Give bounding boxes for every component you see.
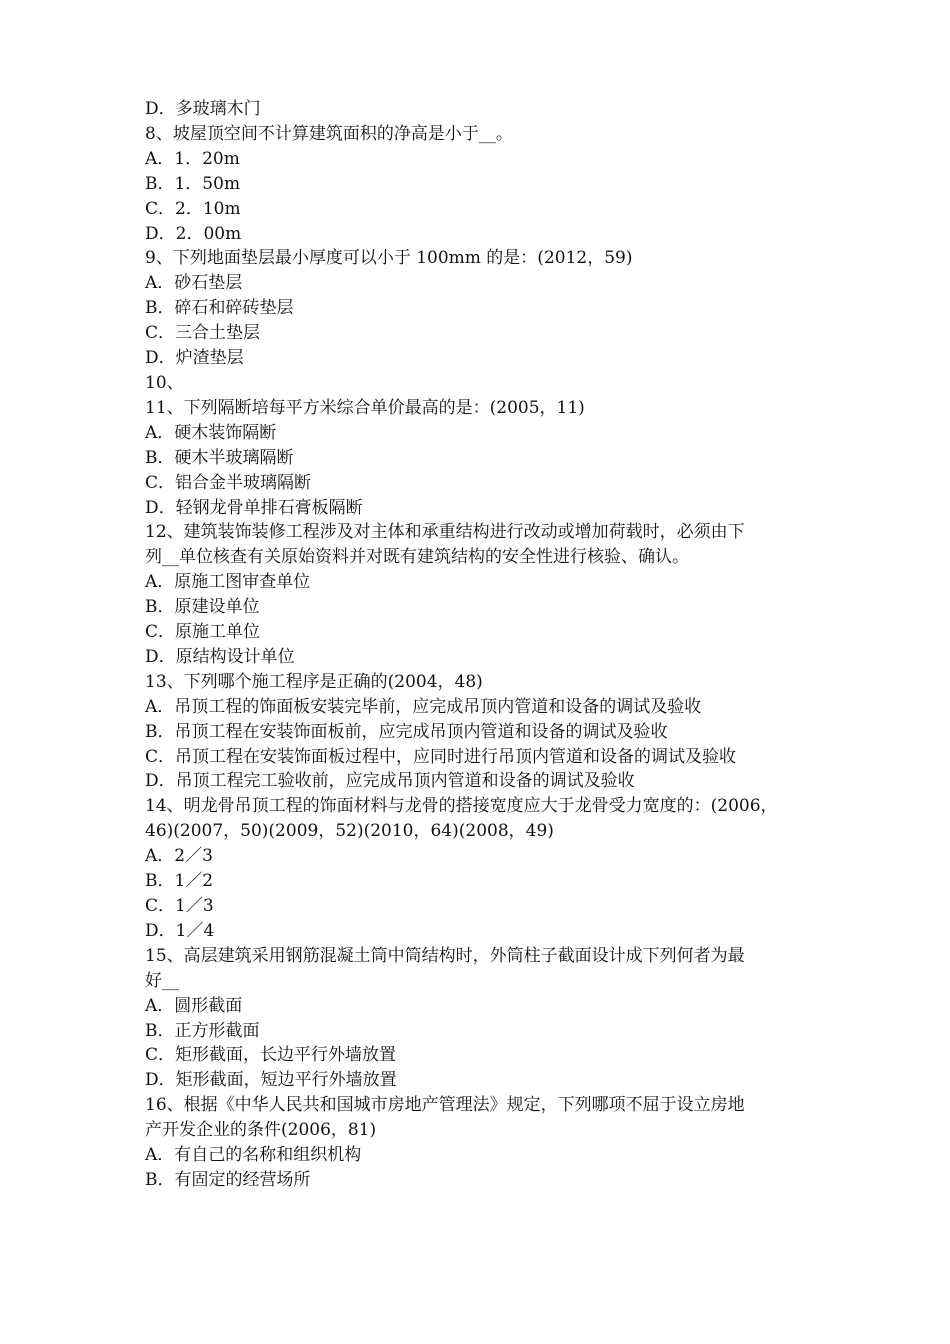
option-line: C．铝合金半玻璃隔断 — [145, 472, 312, 493]
option-line: A．硬木装饰隔断 — [145, 422, 277, 443]
option-line: B．正方形截面 — [145, 1020, 260, 1041]
option-line: B．1／2 — [145, 871, 214, 892]
option-line: A．吊顶工程的饰面板安装完毕前，应完成吊顶内管道和设备的调试及验收 — [145, 696, 702, 717]
option-line: B．硬木半玻璃隔断 — [145, 447, 294, 468]
option-line: C．原施工单位 — [145, 622, 261, 643]
option-line: B．原建设单位 — [145, 597, 260, 618]
question-line: 16、根据《中华人民共和国城市房地产管理法》规定，下列哪项不屈于设立房地 — [145, 1095, 745, 1116]
option-line: B．有固定的经营场所 — [145, 1169, 311, 1190]
question-line-continued: 列__单位核查有关原始资料并对既有建筑结构的安全性进行核验、确认。 — [145, 547, 689, 568]
option-line: D．1／4 — [145, 920, 215, 941]
option-line: A．原施工图审查单位 — [145, 572, 311, 593]
question-line-continued: 产开发企业的条件(2006，81) — [145, 1120, 377, 1141]
option-line: B．碎石和碎砖垫层 — [145, 298, 294, 319]
option-line: B．1．50m — [145, 173, 241, 194]
option-line: B．吊顶工程在安装饰面板前，应完成吊顶内管道和设备的调试及验收 — [145, 721, 668, 742]
option-line: D．炉渣垫层 — [145, 348, 244, 369]
question-line: 14、明龙骨吊顶工程的饰面材料与龙骨的搭接宽度应大于龙骨受力宽度的：(2006， — [145, 796, 778, 817]
question-line: 15、高层建筑采用钢筋混凝土筒中筒结构时，外筒柱子截面设计成下列何者为最 — [145, 945, 745, 966]
option-line: C．矩形截面，长边平行外墙放置 — [145, 1045, 397, 1066]
option-line: A．圆形截面 — [145, 995, 243, 1016]
document-body — [145, 97, 825, 1193]
option-line: A．2／3 — [145, 846, 213, 867]
option-line: D．吊顶工程完工验收前，应完成吊顶内管道和设备的调试及验收 — [145, 771, 635, 792]
question-line-continued: 46)(2007，50)(2009，52)(2010，64)(2008，49) — [145, 821, 554, 842]
question-line-continued: 好__ — [145, 970, 179, 991]
question-line: 9、下列地面垫层最小厚度可以小于 100mm 的是：(2012，59) — [145, 248, 633, 269]
option-line: D．原结构设计单位 — [145, 646, 295, 667]
option-line: D．2．00m — [145, 223, 242, 244]
option-line: C．2．10m — [145, 198, 241, 219]
question-line: 10、 — [145, 372, 184, 393]
option-line: C．1／3 — [145, 896, 214, 916]
option-line: D．矩形截面，短边平行外墙放置 — [145, 1070, 397, 1091]
option-line: D．轻钢龙骨单排石膏板隔断 — [145, 497, 363, 518]
question-line: 12、建筑装饰装修工程涉及对主体和承重结构进行改动或增加荷载时，必须由下 — [145, 522, 745, 543]
question-line: 11、下列隔断培每平方米综合单价最高的是：(2005，11) — [145, 397, 585, 418]
option-line: A．有自己的名称和组织机构 — [145, 1145, 362, 1166]
question-line: 8、坡屋顶空间不计算建筑面积的净高是小于__。 — [145, 123, 513, 144]
option-line: D．多玻璃木门 — [145, 99, 261, 119]
option-line: A．1．20m — [145, 148, 240, 169]
option-line: A．砂石垫层 — [145, 273, 243, 294]
option-line: C．三合土垫层 — [145, 323, 261, 344]
question-line: 13、下列哪个施工程序是正确的(2004，48) — [145, 671, 483, 692]
option-line: C．吊顶工程在安装饰面板过程中，应同时进行吊顶内管道和设备的调试及验收 — [145, 746, 737, 767]
